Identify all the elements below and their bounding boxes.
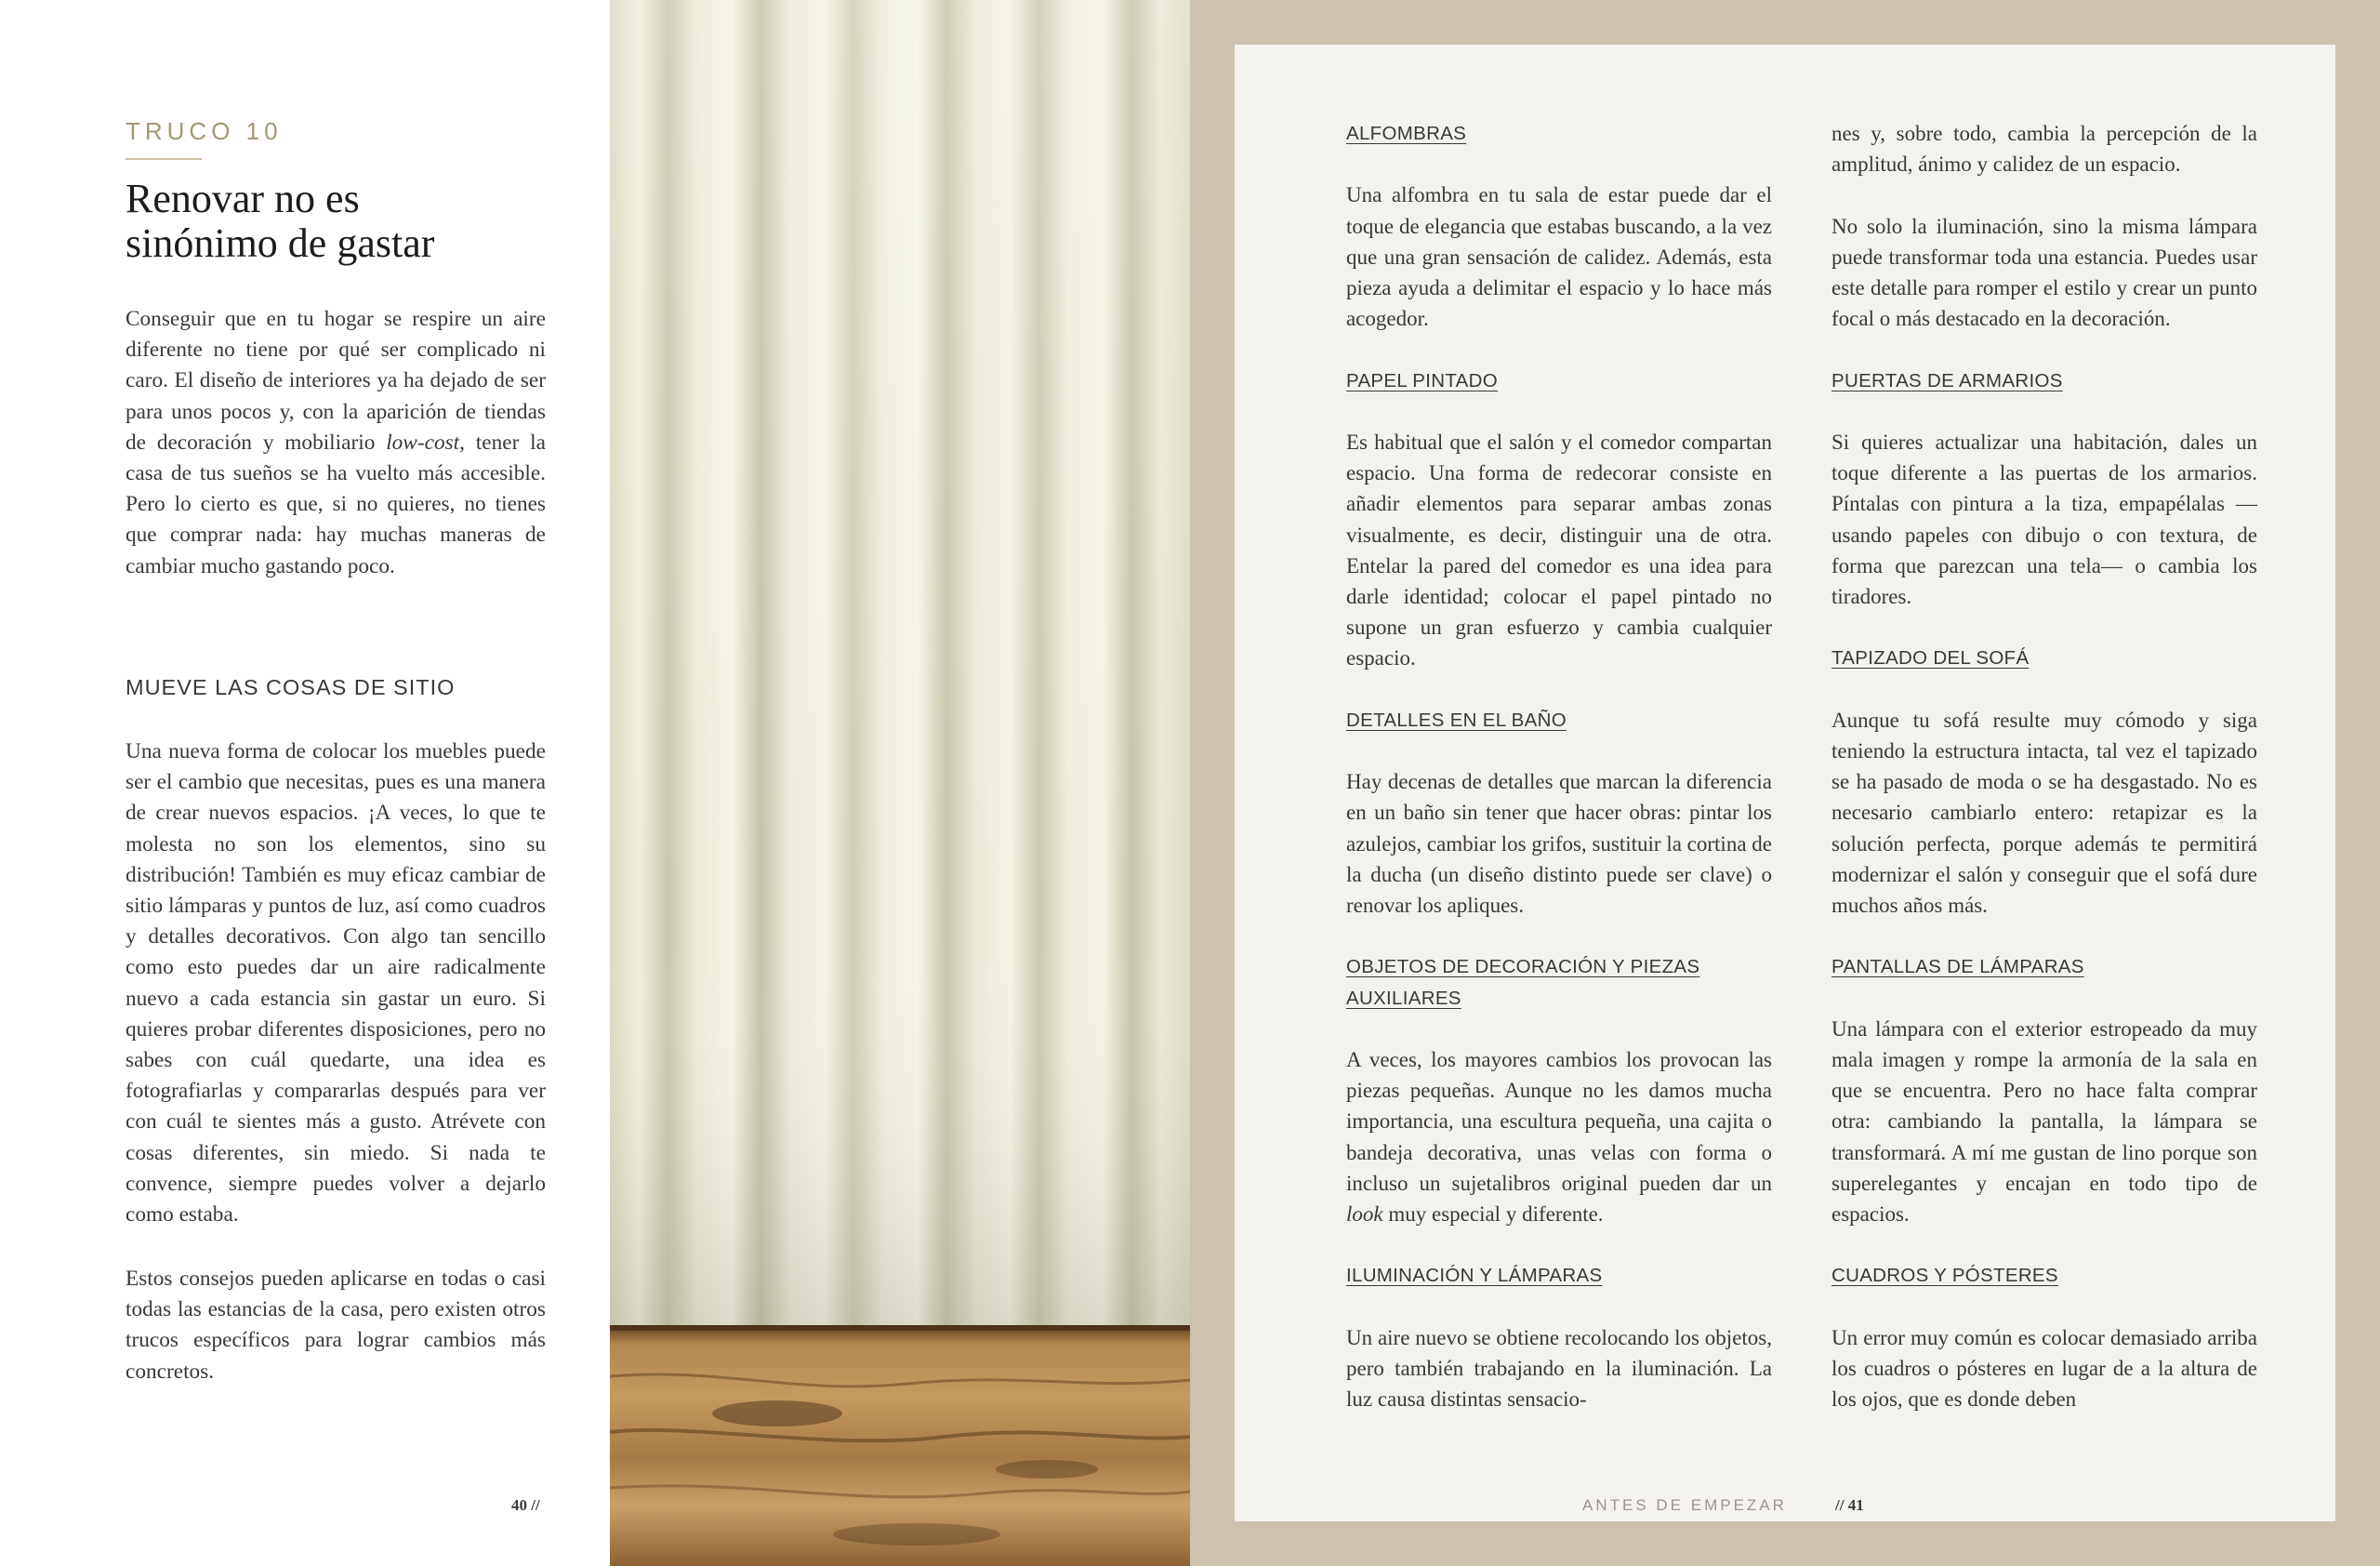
text-detalles-bano: Hay decenas de detalles que marcan la diferencia en un baño sin tener que hacer obras: pintar los azulejos, cambiar los grifos, sustituir la cortina de la ducha (un diseño distinto puede ser clave) o renovar los apliques. — [1346, 770, 1772, 917]
section-heading: MUEVE LAS COSAS DE SITIO — [126, 675, 456, 699]
text-objetos-decoracion — [1346, 1044, 1772, 1229]
column-b — [1831, 118, 2257, 1446]
chapter-title-line1: Renovar no es — [126, 176, 360, 221]
left-page — [0, 0, 610, 1566]
running-footer: ANTES DE EMPEZAR — [1582, 1496, 1787, 1514]
chapter-title — [126, 177, 572, 266]
heading-objetos-decoracion: OBJETOS DE DECORACIÓN Y PIEZAS AUXILIARES — [1346, 956, 1700, 1009]
tips-paragraph: Estos consejos pueden aplicarse en todas o casi todas las estancias de la casa, pero existen otros trucos específicos para lograr cambios más concretos. — [126, 1267, 546, 1384]
heading-tapizado-sofa: TAPIZADO DEL SOFÁ — [1831, 647, 2030, 670]
heading-detalles-bano: DETALLES EN EL BAÑO — [1346, 709, 1567, 731]
text-cuadros-posteres: Un error muy común es colocar demasiado arriba los cuadros o pósteres en lugar de a la altura de los ojos, que es donde deben — [1831, 1325, 2257, 1412]
heading-papel-pintado: PAPEL PINTADO — [1346, 369, 1499, 392]
page-number-right: // 41 — [1835, 1496, 1864, 1514]
text-papel-pintado: Es habitual que el salón y el comedor compartan espacio. Una forma de redecorar consiste en añadir elementos para separar ambas zonas visualmente, es decir, distinguir una de otra. Entelar la pared del comedor es una idea para darle identidad; colocar el papel pintado no supone un gran esfuerzo y cambia cualquier espacio. — [1346, 430, 1772, 670]
heading-pantallas-lamparas: PANTALLAS DE LÁMPARAS — [1831, 956, 2084, 978]
text-iluminacion-lampara: No solo la iluminación, sino la misma lámpara puede transformar toda una estancia. Puedes usar este detalle para romper el estilo y crear un punto focal o más destacado en la decoración. — [1831, 214, 2257, 331]
curtain-photo — [610, 0, 1190, 1566]
text-pantallas-lamparas: Una lámpara con el exterior estropeado da muy mala imagen y rompe la armonía de la sala en que se encuentra. Pero no hace falta comprar otra: cambiando la pantalla, la lámpara se transformará. A mí me gustan de lino porque son superelegantes y encajan en todo tipo de espacios. — [1831, 1016, 2257, 1226]
move-paragraph: Una nueva forma de colocar los muebles puede ser el cambio que necesitas, pues es una manera de crear nuevos espacios. ¡A veces, lo que te molesta no son los elementos, sino su distribución! También es muy eficaz cambiar de sitio lámparas y puntos de luz, así como cuadros y detalles decorativos. Con algo tan sencillo como esto puedes dar un aire radicalmente nuevo a cada estancia sin gastar un euro. Si quieres probar diferentes disposiciones, pero no sabes con cuál quedarte, una idea es fotografiarlas y compararlas después para ver con cuál te sientes más a gusto. Atrévete con cosas diferentes, sin miedo. Si nada te convence, siempre puedes volver a dejarlo como estaba. — [126, 739, 546, 1228]
trick-label: TRUCO 10 — [126, 117, 283, 145]
heading-puertas-armarios: PUERTAS DE ARMARIOS — [1831, 369, 2063, 392]
objetos-text-b: muy especial y diferente. — [1382, 1202, 1604, 1226]
page-number-left: 40 // — [511, 1496, 540, 1514]
trick-rule — [126, 158, 202, 160]
intro-italic: low-cost — [386, 430, 460, 455]
text-alfombras: Una alfombra en tu sala de estar puede dar el toque de elegancia que estabas buscando, a la vez que una gran sensación de calidez. Además, esta pieza ayuda a delimitar el espacio y lo hace más acogedor. — [1346, 183, 1772, 331]
intro-paragraph — [126, 304, 546, 582]
intro-text-b: , tener la casa de tus sueños se ha vuelto más accesible. Pero lo cierto es que, si no quieres, no tienes que comprar nada: hay muchas maneras de cambiar mucho gastando poco. — [126, 430, 546, 578]
objetos-text-a: A veces, los mayores cambios los provocan las piezas pequeñas. Aunque no les damos mucha importancia, una escultura pequeña, una cajita o bandeja decorativa, unas velas con forma o incluso un sujetalibros original pueden dar un — [1346, 1047, 1772, 1195]
objetos-italic: look — [1346, 1202, 1383, 1226]
chapter-title-line2: sinónimo de gastar — [126, 220, 435, 266]
text-puertas-armarios: Si quieres actualizar una habitación, dales un toque diferente a las puertas de los armarios. Píntalas con pintura a la tiza, empapélalas —usando papeles con dibujo o con textura, de forma que parezcan una tela— o cambia los tiradores. — [1831, 430, 2257, 608]
heading-alfombras: ALFOMBRAS — [1346, 123, 1467, 144]
intro-text-a: Conseguir que en tu hogar se respire un aire diferente no tiene por qué ser complicado ni caro. El diseño de interiores ya ha dejado de ser para unos pocos y, con la aparición de tiendas de decoración y mobiliario — [126, 307, 546, 455]
text-iluminacion: Un aire nuevo se obtiene recolocando los objetos, pero también trabajando en la iluminación. La luz causa distintas sensacio- — [1346, 1325, 1772, 1412]
column-a — [1346, 118, 1772, 1446]
heading-iluminacion: ILUMINACIÓN Y LÁMPARAS — [1346, 1265, 1603, 1287]
heading-cuadros-posteres: CUADROS Y PÓSTERES — [1831, 1265, 2058, 1287]
text-tapizado-sofa: Aunque tu sofá resulte muy cómodo y siga teniendo la estructura intacta, tal vez el tapizado se ha pasado de moda o se ha desgastado. No es necesario cambiarlo entero: retapizar es la solución perfecta, porque además te permitirá modernizar el salón y conseguir que el sofá dure muchos años más. — [1831, 708, 2257, 917]
text-iluminacion-cont: nes y, sobre todo, cambia la percepción de la amplitud, ánimo y calidez de un espacio. — [1831, 122, 2257, 177]
